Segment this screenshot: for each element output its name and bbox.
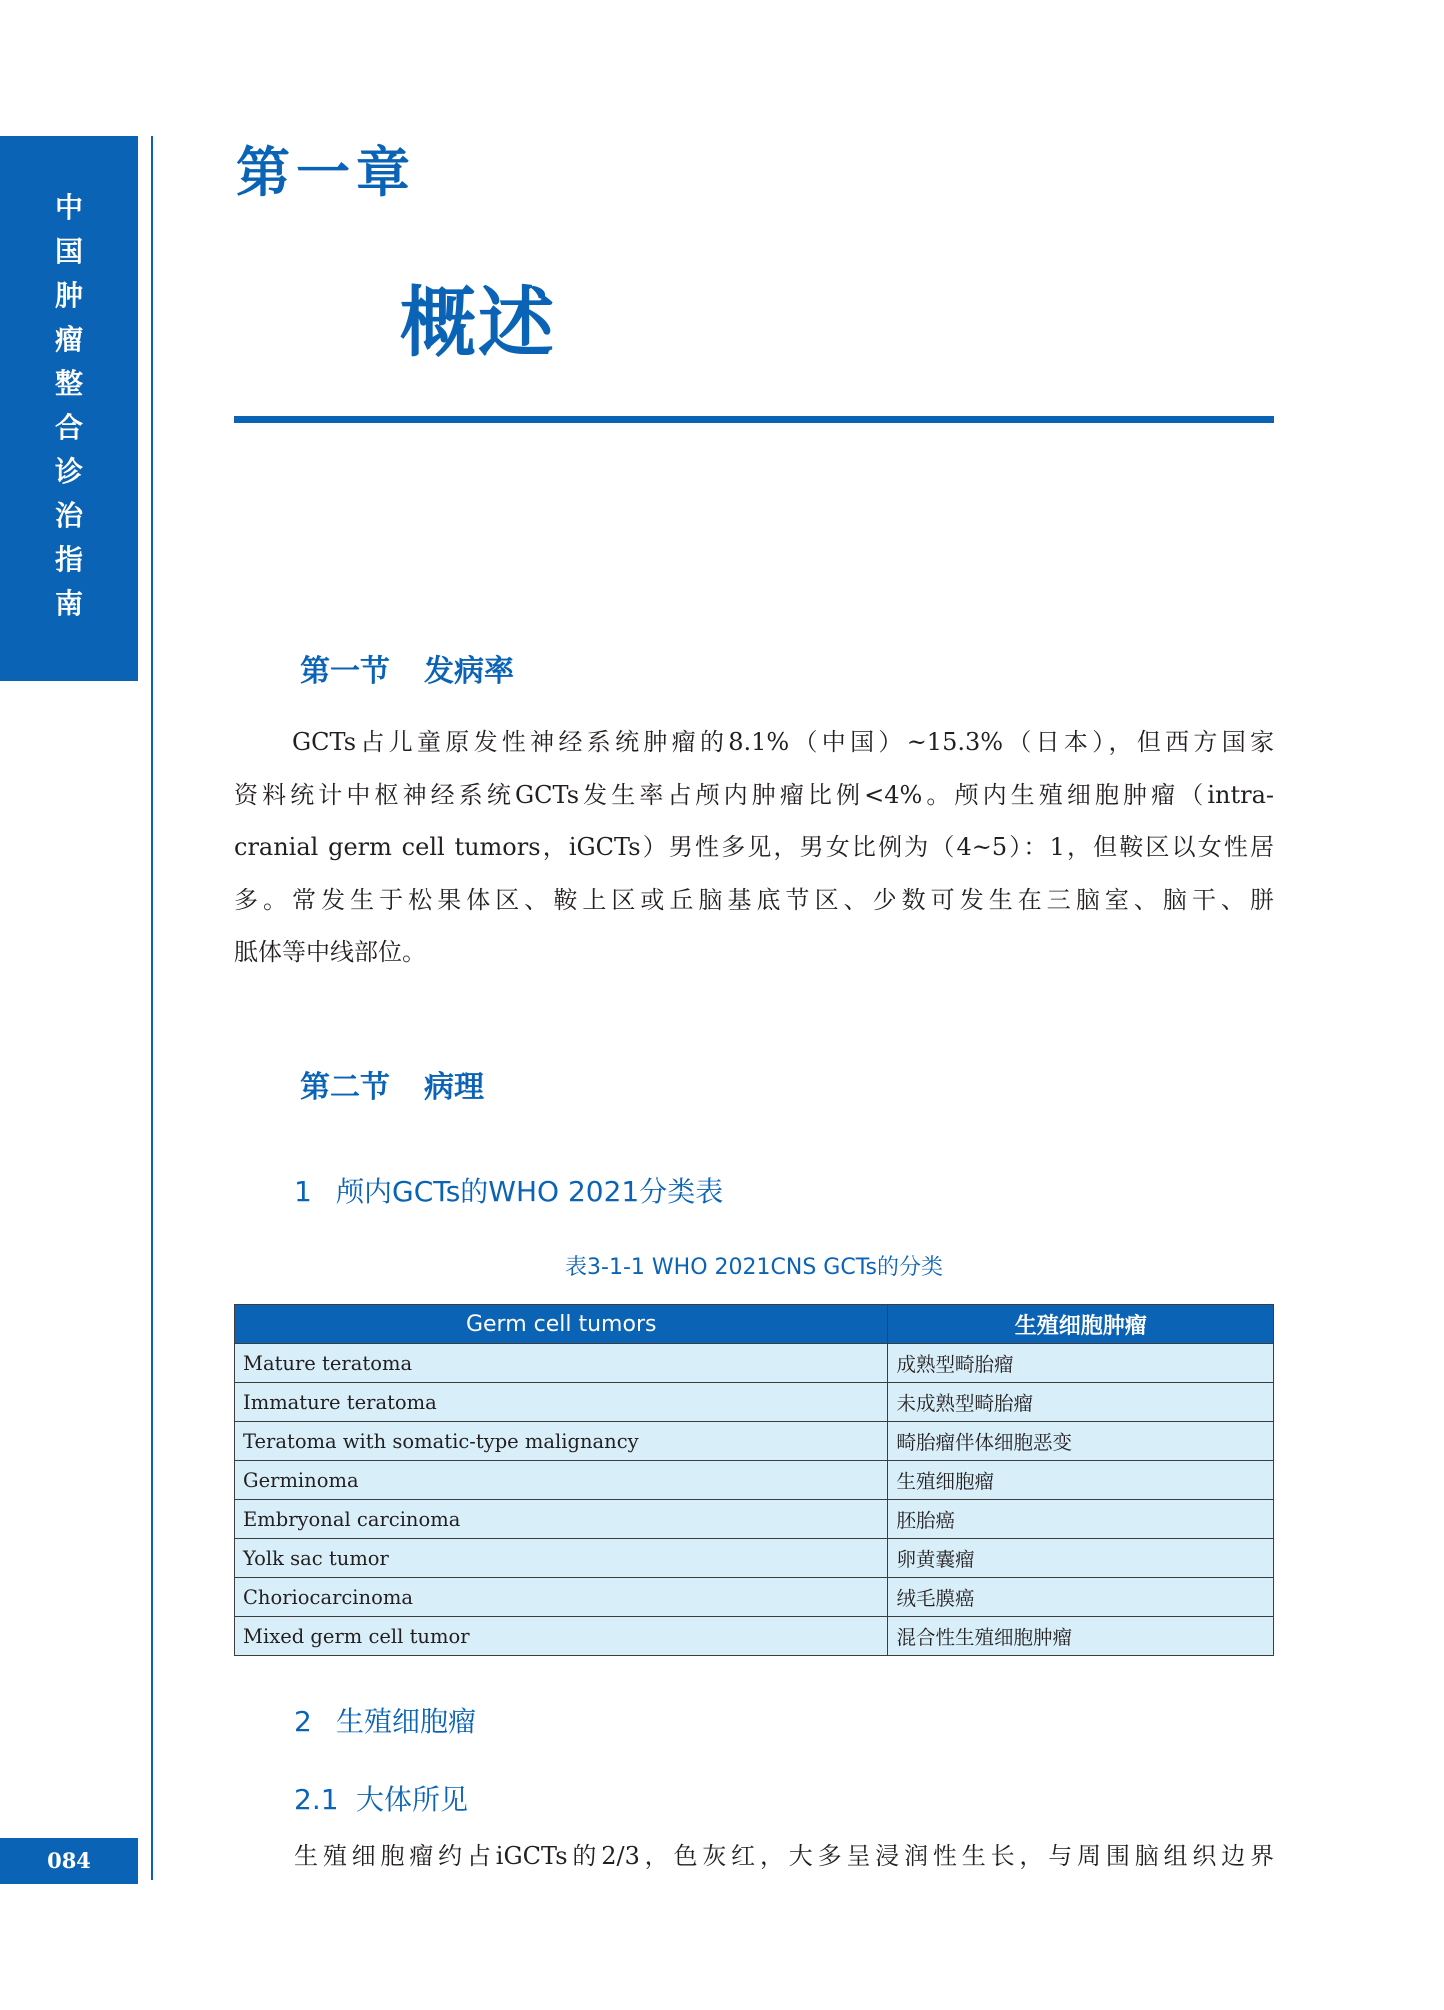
cell-chinese: 生殖细胞瘤	[888, 1461, 1274, 1500]
section-number: 第一节	[300, 654, 390, 689]
table-row	[235, 1422, 1274, 1461]
book-title-char: 指	[54, 543, 83, 576]
table-row	[235, 1461, 1274, 1500]
book-title-char: 整	[54, 367, 83, 400]
incidence-paragraph	[234, 716, 1274, 979]
paragraph-line: 资料统计中枢神经系统GCTs发生率占颅内肿瘤比例<4%。颅内生殖细胞肿瘤（intra-	[234, 780, 1274, 809]
paragraph-line: 多。常发生于松果体区、鞍上区或丘脑基底节区、少数可发生在三脑室、脑干、胼	[234, 885, 1274, 914]
header-english: Germ cell tumors	[235, 1305, 888, 1344]
cell-english: Mixed germ cell tumor	[235, 1617, 888, 1656]
table-row	[235, 1578, 1274, 1617]
cell-english: Choriocarcinoma	[235, 1578, 888, 1617]
book-title-char: 中	[54, 191, 83, 224]
cell-english: Teratoma with somatic-type malignancy	[235, 1422, 888, 1461]
paragraph-line: cranial germ cell tumors，iGCTs）男性多见，男女比例为（4~5）：1，但鞍区以女性居	[234, 833, 1274, 861]
subsection-heading-germinoma	[294, 1700, 476, 1740]
section-number: 第二节	[300, 1070, 390, 1105]
subsection-heading-gross	[294, 1778, 468, 1818]
page-number: 084	[0, 1838, 138, 1884]
book-title-char: 治	[54, 499, 83, 532]
chapter-title: 概述	[400, 278, 556, 367]
table-caption: 表3-1-1 WHO 2021CNS GCTs的分类	[565, 1255, 943, 1280]
section-title: 病理	[424, 1070, 484, 1105]
cell-chinese: 未成熟型畸胎瘤	[888, 1383, 1274, 1422]
book-title-vertical	[0, 186, 138, 626]
book-title-char: 南	[54, 587, 83, 620]
cell-chinese: 成熟型畸胎瘤	[888, 1344, 1274, 1383]
cell-chinese: 畸胎瘤伴体细胞恶变	[888, 1422, 1274, 1461]
cell-chinese: 卵黄囊瘤	[888, 1539, 1274, 1578]
table-row	[235, 1383, 1274, 1422]
paragraph-line: 生殖细胞瘤约占iGCTs的2/3，色灰红，大多呈浸润性生长，与周围脑组织边界	[294, 1842, 1274, 1870]
book-title-char: 国	[54, 235, 83, 268]
subsection-number: 1	[294, 1175, 312, 1208]
table-row	[235, 1344, 1274, 1383]
cell-chinese: 混合性生殖细胞肿瘤	[888, 1617, 1274, 1656]
cell-chinese: 绒毛膜癌	[888, 1578, 1274, 1617]
cell-english: Mature teratoma	[235, 1344, 888, 1383]
table-header-row	[235, 1305, 1274, 1344]
table-row	[235, 1617, 1274, 1656]
section-heading-incidence	[300, 646, 514, 690]
section-heading-pathology	[300, 1062, 484, 1106]
chapter-label: 第一章	[236, 141, 416, 204]
table-row	[235, 1500, 1274, 1539]
subsection-title: 生殖细胞瘤	[336, 1705, 477, 1738]
cell-english: Germinoma	[235, 1461, 888, 1500]
book-title-char: 瘤	[54, 323, 83, 356]
cell-english: Embryonal carcinoma	[235, 1500, 888, 1539]
section-title: 发病率	[424, 654, 514, 689]
cell-english: Immature teratoma	[235, 1383, 888, 1422]
subsection-title: 大体所见	[356, 1783, 469, 1816]
margin-rule	[151, 136, 153, 1880]
paragraph-line: GCTs占儿童原发性神经系统肿瘤的8.1%（中国）~15.3%（日本），但西方国家	[292, 728, 1274, 756]
header-chinese: 生殖细胞肿瘤	[888, 1305, 1274, 1344]
classification-table	[234, 1304, 1274, 1656]
chapter-divider	[234, 416, 1274, 423]
cell-english: Yolk sac tumor	[235, 1539, 888, 1578]
subsection-title: 颅内GCTs的WHO 2021分类表	[336, 1175, 724, 1208]
table-row	[235, 1539, 1274, 1578]
book-title-char: 合	[54, 411, 83, 444]
gross-paragraph	[294, 1830, 1274, 1883]
paragraph-line: 胝体等中线部位。	[234, 938, 426, 966]
book-title-char: 肿	[54, 279, 83, 312]
subsection-heading-who-table	[294, 1170, 723, 1210]
book-title-char: 诊	[54, 455, 83, 488]
subsection-number: 2.1	[294, 1783, 339, 1816]
cell-chinese: 胚胎癌	[888, 1500, 1274, 1539]
subsection-number: 2	[294, 1705, 312, 1738]
